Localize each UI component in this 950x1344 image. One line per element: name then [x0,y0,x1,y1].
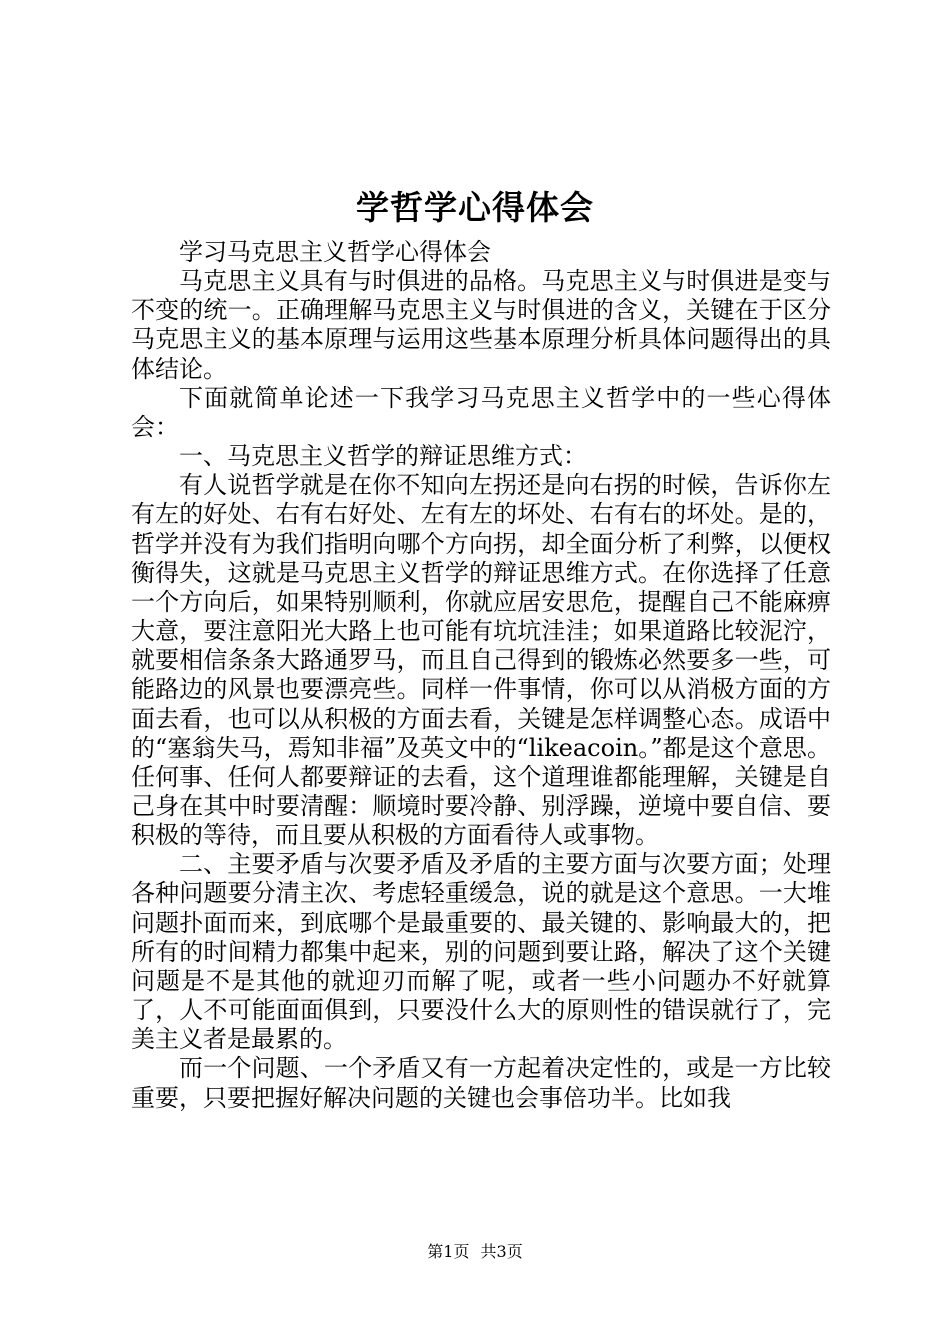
page-total: 共3页 [480,1242,523,1261]
paragraph: 马克思主义具有与时俱进的品格。马克思主义与时俱进是变与不变的统一。正确理解马克思主义与时俱进的含义，关键在于区分马克思主义的基本原理与运用这些基本原理分析具体问题得出的具体结论。 [131,267,831,383]
document-title: 学哲学心得体会 [356,188,594,227]
paragraph: 有人说哲学就是在你不知向左拐还是向右拐的时候，告诉你左有左的好处、右有右好处、左有左的坏处、右有右的坏处。是的，哲学并没有为我们指明向哪个方向拐，却全面分析了利弊，以便权衡得失，这就是马克思主义哲学的辩证思维方式。在你选择了任意一个方向后，如果特别顺利，你就应居安思危，提醒自己不能麻痹大意，要注意阳光大路上也可能有坑坑洼洼；如果道路比较泥泞，就要相信条条大路通罗马，而且自己得到的锻炼必然要多一些，可能路边的风景也要漂亮些。同样一件事情，你可以从消极方面的方面去看，也可以从积极的方面去看，关键是怎样调整心态。成语中的“塞翁失马，焉知非福”及英文中的“likeacoin。”都是这个意思。任何事、任何人都要辩证的去看，这个道理谁都能理解，关键是自己身在其中时要清醒：顺境时要冷静、别浮躁，逆境中要自信、要积极的等待，而且要从积极的方面看待人或事物。 [131,471,831,850]
paragraph: 下面就简单论述一下我学习马克思主义哲学中的一些心得体会： [131,383,831,441]
section-heading-paragraph: 二、主要矛盾与次要矛盾及矛盾的主要方面与次要方面；处理各种问题要分清主次、考虑轻重缓急，说的就是这个意思。一大堆问题扑面而来，到底哪个是最重要的、最关键的、影响最大的，把所有的时间精力都集中起来，别的问题到要让路，解决了这个关键问题是不是其他的就迎刃而解了呢，或者一些小问题办不好就算了，人不可能面面俱到，只要没什么大的原则性的错误就行了，完美主义者是最累的。 [131,850,831,1054]
page-footer [0,1242,950,1262]
paragraph: 而一个问题、一个矛盾又有一方起着决定性的，或是一方比较重要，只要把握好解决问题的关键也会事倍功半。比如我 [131,1054,831,1112]
document-body [131,238,831,1113]
paragraph-subtitle: 学习马克思主义哲学心得体会 [179,238,491,266]
page-number: 第1页 [427,1242,470,1261]
section-heading: 一、马克思主义哲学的辩证思维方式： [179,442,587,471]
